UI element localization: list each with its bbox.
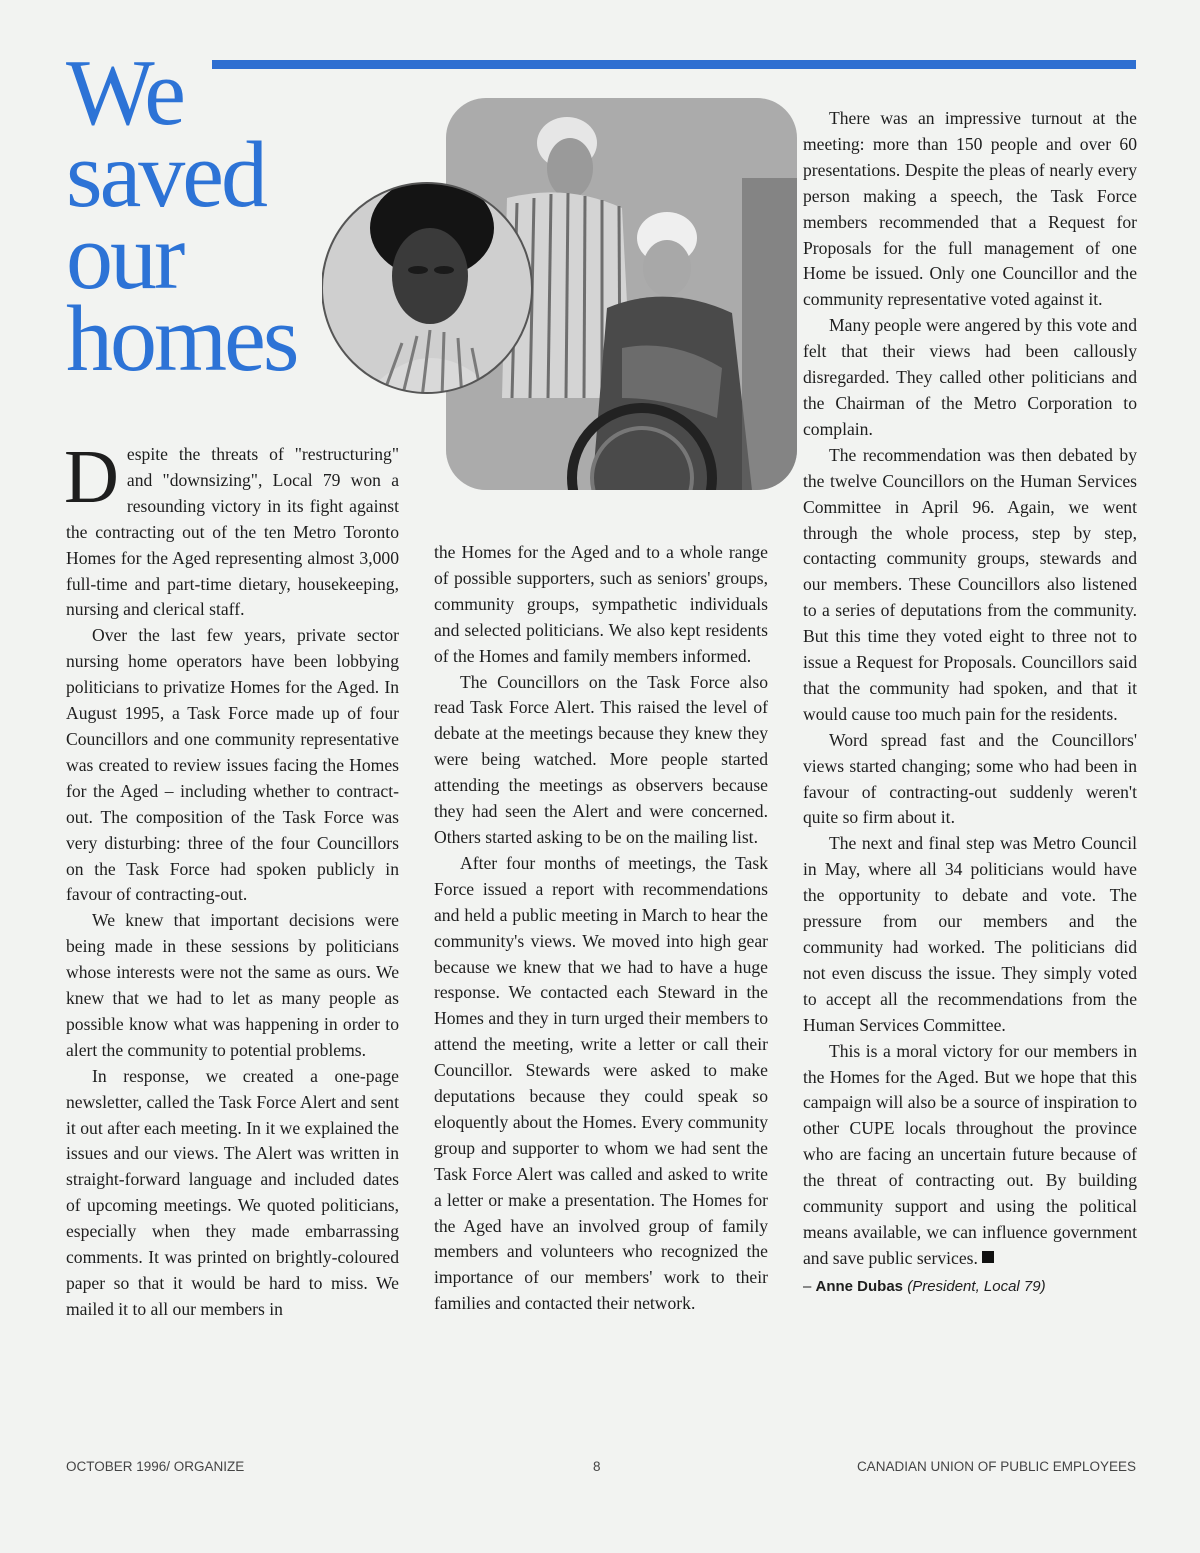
byline-role: (President, Local 79) bbox=[907, 1277, 1046, 1295]
article-column-1 bbox=[64, 435, 399, 1323]
paragraph: Many people were angered by this vote and felt that their views had been callously disregarded. They called other politicians and the Chairman of the Metro Corporation to complain. bbox=[803, 315, 1137, 439]
paragraph: The recommendation was then debated by the twelve Councillors on the Human Services Committee in April 96. Again, we went through the whole process, step by step, contacting community groups, stewards and our members. These Councillors also listened to a series of deputations from the community. But this time they voted eight to three not to issue a Request for Proposals. Councillors said that the community had spoken, and that it would cause too much pain for the residents. bbox=[803, 444, 1137, 724]
paragraph: We knew that important decisions were being made in these sessions by politicians whose interests were not the same as ours. We knew that we had to let as many people as possible know what was happening in order to alert the community to potential problems. bbox=[66, 910, 399, 1060]
paragraph-text: This is a moral victory for our members in the Homes for the Aged. But we hope that this campaign will also be a source of inspiration to other CUPE locals throughout the province who are facing an uncertain future because of the threat of contracting out. By building community support and using the political means available, we can influence government and save public services. bbox=[803, 1040, 1137, 1268]
byline bbox=[803, 1274, 1137, 1300]
article-column-2 bbox=[434, 540, 768, 1317]
end-mark-icon bbox=[982, 1251, 994, 1263]
watercolor-illustration-icon bbox=[322, 98, 797, 490]
paragraph: the Homes for the Aged and to a whole range of possible supporters, such as seniors' groups, community groups, sympathetic individuals and selected politicians. We also kept residents of the Homes and family members informed. bbox=[434, 542, 768, 666]
paragraph: The Councillors on the Task Force also read Task Force Alert. This raised the level of debate at the meetings because they knew they were being watched. More people started attending the meetings as observers because they had seen the Alert and were concerned. Others started asking to be on the mailing list. bbox=[434, 671, 768, 847]
headline-line: We bbox=[66, 41, 183, 145]
paragraph: The next and final step was Metro Council in May, where all 34 politicians would have the opportunity to debate and vote. The pressure from our members and the community had worked. The politicians did not even discuss the issue. They simply voted to accept all the recommendations from the Human Services Committee. bbox=[803, 833, 1137, 1035]
dropcap: D bbox=[64, 435, 119, 519]
headline-line: our bbox=[66, 205, 183, 309]
paragraph bbox=[64, 435, 399, 623]
paragraph: In response, we created a one-page newsletter, called the Task Force Alert and sent it out after each meeting. In it we explained the issues and our views. The Alert was written in straight-forward language and included dates of upcoming meetings. We quoted politicians, especially when they made embarrassing comments. It was printed on brightly-coloured paper so that it would be hard to miss. We mailed it to all our members in bbox=[66, 1065, 399, 1319]
byline-dash: – bbox=[803, 1277, 816, 1295]
paragraph bbox=[803, 1039, 1137, 1272]
page-number: 8 bbox=[593, 1459, 601, 1474]
footer-organization: CANADIAN UNION OF PUBLIC EMPLOYEES bbox=[856, 1459, 1136, 1474]
article-column-3 bbox=[803, 106, 1137, 1300]
paragraph: Over the last few years, private sector nursing home operators have been lobbying politicians to privatize Homes for the Aged. In August 1995, a Task Force made up of four Councillors and one community representative was created to review issues facing the Homes for the Aged – including whether to contract-out. The composition of the Task Force was very disturbing: three of the four Councillors on the Task Force had spoken publicly in favour of contracting-out. bbox=[66, 625, 399, 905]
header-rule bbox=[212, 60, 1136, 69]
headline-line: saved bbox=[66, 123, 266, 227]
paragraph: Word spread fast and the Councillors' views started changing; some who had been in favour of contracting-out suddenly weren't quite so firm about it. bbox=[803, 729, 1137, 828]
headline bbox=[66, 41, 326, 391]
footer-publication: OCTOBER 1996/ ORGANIZE bbox=[66, 1459, 245, 1474]
byline-name: Anne Dubas bbox=[815, 1277, 904, 1295]
paragraph: After four months of meetings, the Task Force issued a report with recommendations and held a public meeting in March to hear the community's views. We moved into high gear because we knew that we had to have a huge response. We contacted each Steward in the Homes and they in turn urged their members to attend the meeting, write a letter or call their Councillor. Stewards were asked to make deputations because they could speak so eloquently about the Homes. Every community group and supporter to whom we had sent the Task Force Alert was called and asked to write a letter or make a presentation. The Homes for the Aged have an involved group of family members and volunteers who recognized the importance of our members' work to their families and contacted their network. bbox=[434, 852, 768, 1314]
headline-line: homes bbox=[66, 287, 297, 391]
paragraph: There was an impressive turnout at the meeting: more than 150 people and over 60 presentations. Despite the pleas of nearly every person making a speech, the Task Force members recommended that a Request for Proposals for the full management of one Home be issued. Only one Councillor and the community representative voted against it. bbox=[803, 108, 1137, 310]
paragraph-text: espite the threats of "restructuring" and "downsizing", Local 79 won a resounding victory in its fight against the contracting out of the ten Metro Toronto Homes for the Aged representing almost 3,000 full-time and part-time dietary, housekeeping, nursing and clerical staff. bbox=[66, 444, 399, 620]
